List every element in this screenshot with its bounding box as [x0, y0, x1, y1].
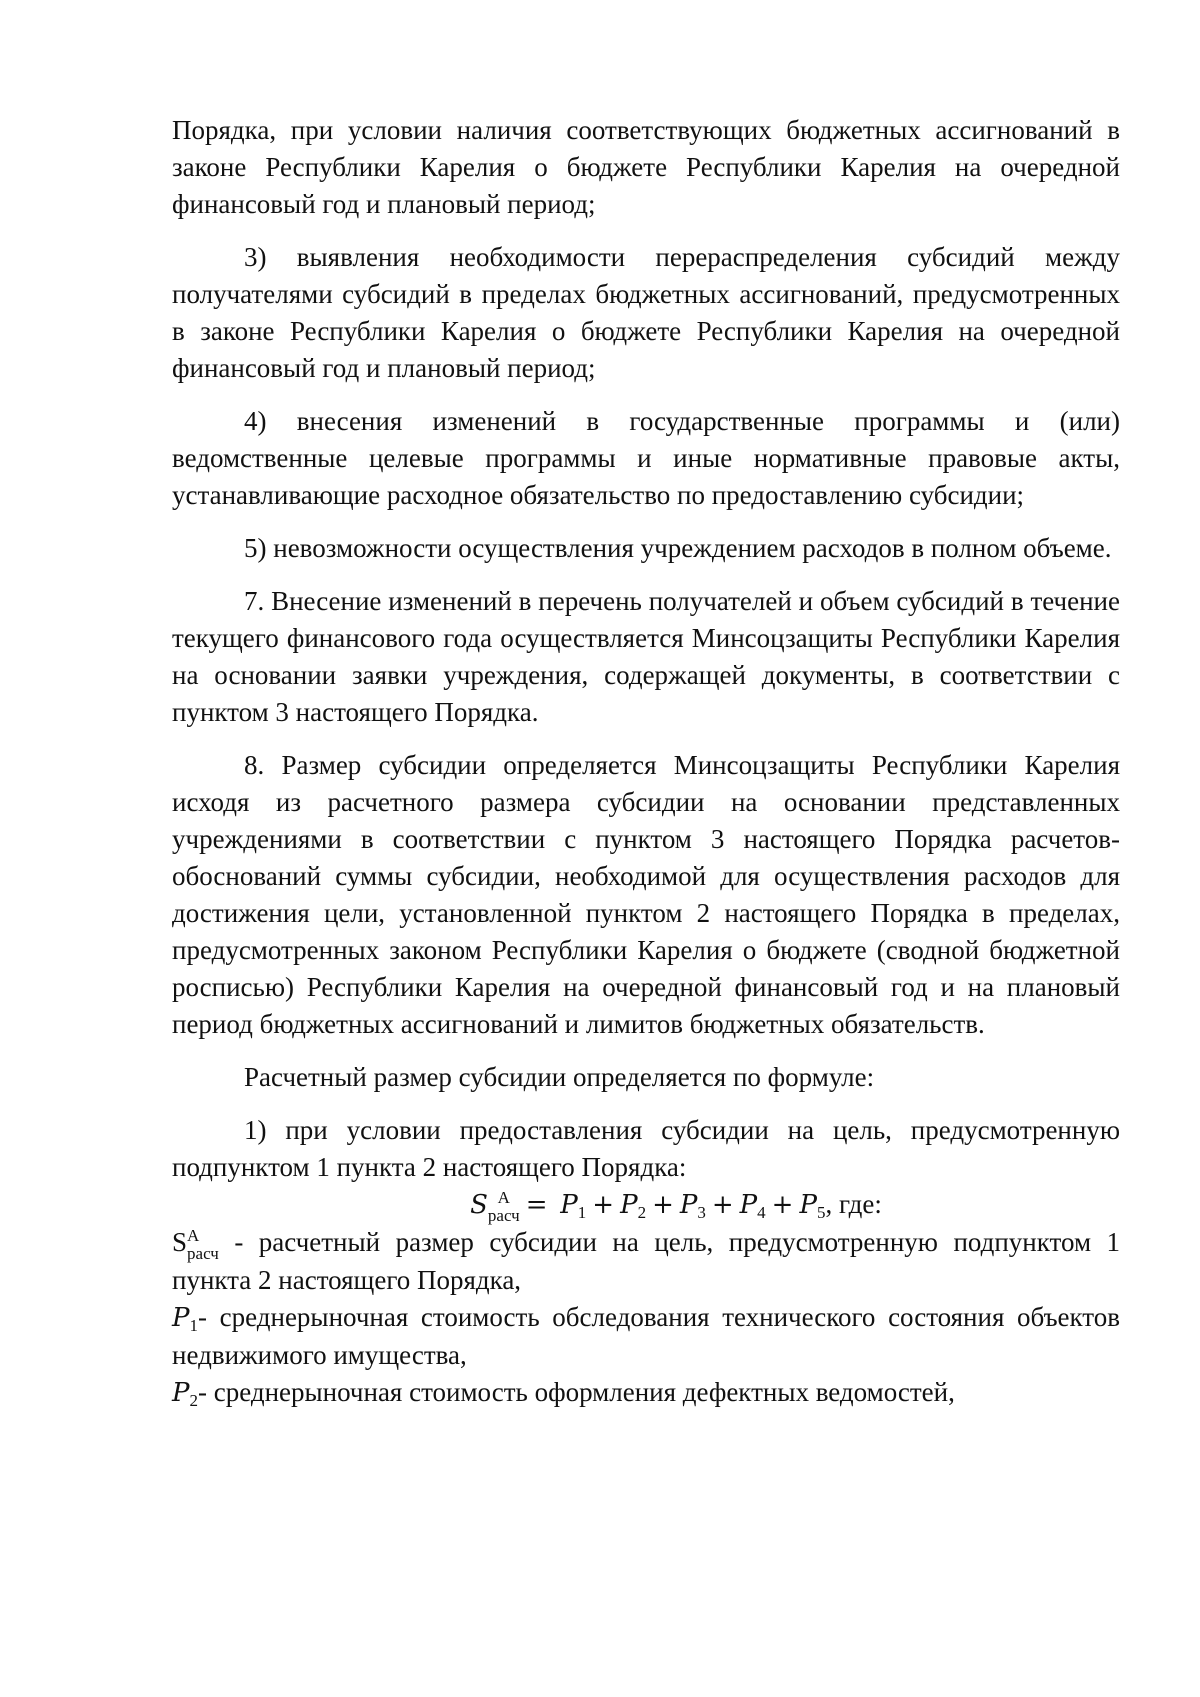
formula-term-p5-sub: 5: [816, 1203, 826, 1222]
formula-plus-4: +: [771, 1190, 794, 1220]
formula-term-p4-sub: 4: [757, 1203, 766, 1222]
definition-p2-symbol: P: [172, 1377, 190, 1408]
document-body: [172, 112, 1120, 1412]
formula-lhs-symbol: S: [470, 1190, 488, 1220]
definition-s-text: - расчетный размер субсидии на цель, предусмотренную подпунктом 1 пункта 2 настоящего Порядка,: [172, 1227, 1120, 1295]
formula-lhs-indices: [487, 1187, 520, 1225]
formula-equals: =: [525, 1190, 548, 1220]
paragraph-item-5: 5) невозможности осуществления учреждением расходов в полном объеме.: [244, 533, 1112, 563]
definition-p1-sub: 1: [189, 1315, 198, 1335]
definition-s-subscript: расч: [187, 1243, 219, 1263]
formula-plus-2: +: [652, 1190, 674, 1220]
formula-lhs-subscript: расч: [487, 1205, 520, 1225]
formula-term-p1: P: [560, 1190, 578, 1220]
paragraph-item-3: 3) выявления необходимости перераспределения субсидий между получателями субсидий в пределах бюджетных ассигнований, предусмотренных в законе Республики Карелия о бюджете Республики Карелия на очередной финансовый год и плановый период;: [172, 242, 1120, 383]
definition-s-calc: [172, 1224, 1120, 1299]
definition-p1-text: - среднерыночная стоимость обследования технического состояния объектов недвижимого имущества,: [172, 1301, 1120, 1370]
formula-suffix: , где:: [825, 1189, 882, 1219]
formula-term-p5: P: [799, 1190, 817, 1220]
formula-term-p2-sub: 2: [637, 1203, 647, 1222]
definition-p2-text: - среднерыночная стоимость оформления дефектных ведомостей,: [198, 1376, 955, 1407]
paragraph-clause-8: 8. Размер субсидии определяется Минсоцзащиты Республики Карелия исходя из расчетного размера субсидии на основании представленных учреждениями в соответствии с пунктом 3 настоящего Порядка расчетов-обоснований суммы субсидии, необходимой для осуществления расходов для достижения цели, установленной пунктом 2 настоящего Порядка в пределах, предусмотренных законом Республики Карелия о бюджете (сводной бюджетной росписью) Республики Карелия на очередной финансовый год и на плановый период бюджетных ассигнований и лимитов бюджетных обязательств.: [172, 750, 1120, 1039]
paragraph-clause-7: 7. Внесение изменений в перечень получателей и объем субсидий в течение текущего финансового года осуществляется Минсоцзащиты Республики Карелия на основании заявки учреждения, содержащей документы, в соответствии с пунктом 3 настоящего Порядка.: [172, 586, 1120, 727]
formula-term-p2: P: [620, 1190, 638, 1220]
formula-plus-1: +: [592, 1190, 615, 1220]
formula-lhs-superscript: А: [497, 1187, 510, 1207]
paragraph-item-4: 4) внесения изменений в государственные программы и (или) ведомственные целевые программы и иные нормативные правовые акты, устанавливающие расходное обязательство по предоставлению субсидии;: [172, 406, 1120, 510]
formula-term-p3: P: [679, 1190, 698, 1220]
definition-p1-symbol: P: [172, 1302, 190, 1333]
paragraph-formula-intro: Расчетный размер субсидии определяется по формуле:: [244, 1062, 875, 1092]
formula-plus-3: +: [711, 1190, 734, 1220]
formula-term-p3-sub: 3: [697, 1203, 706, 1222]
paragraph-continuation: Порядка, при условии наличия соответствующих бюджетных ассигнований в законе Республики Карелия о бюджете Республики Карелия на очередной финансовый год и плановый период;: [172, 115, 1120, 219]
formula-term-p1-sub: 1: [577, 1203, 587, 1222]
definition-p1: [172, 1299, 1120, 1374]
definition-s-symbol: S: [172, 1227, 188, 1257]
formula-term-p4: P: [739, 1190, 758, 1220]
subsidy-formula: [172, 1186, 1120, 1224]
definition-s-indices: [187, 1225, 219, 1263]
definition-s-superscript: А: [187, 1225, 200, 1245]
definition-p2-sub: 2: [189, 1390, 198, 1410]
paragraph-subitem-1: 1) при условии предоставления субсидии на цель, предусмотренную подпунктом 1 пункта 2 настоящего Порядка:: [172, 1115, 1120, 1182]
definition-p2: [172, 1374, 1120, 1412]
